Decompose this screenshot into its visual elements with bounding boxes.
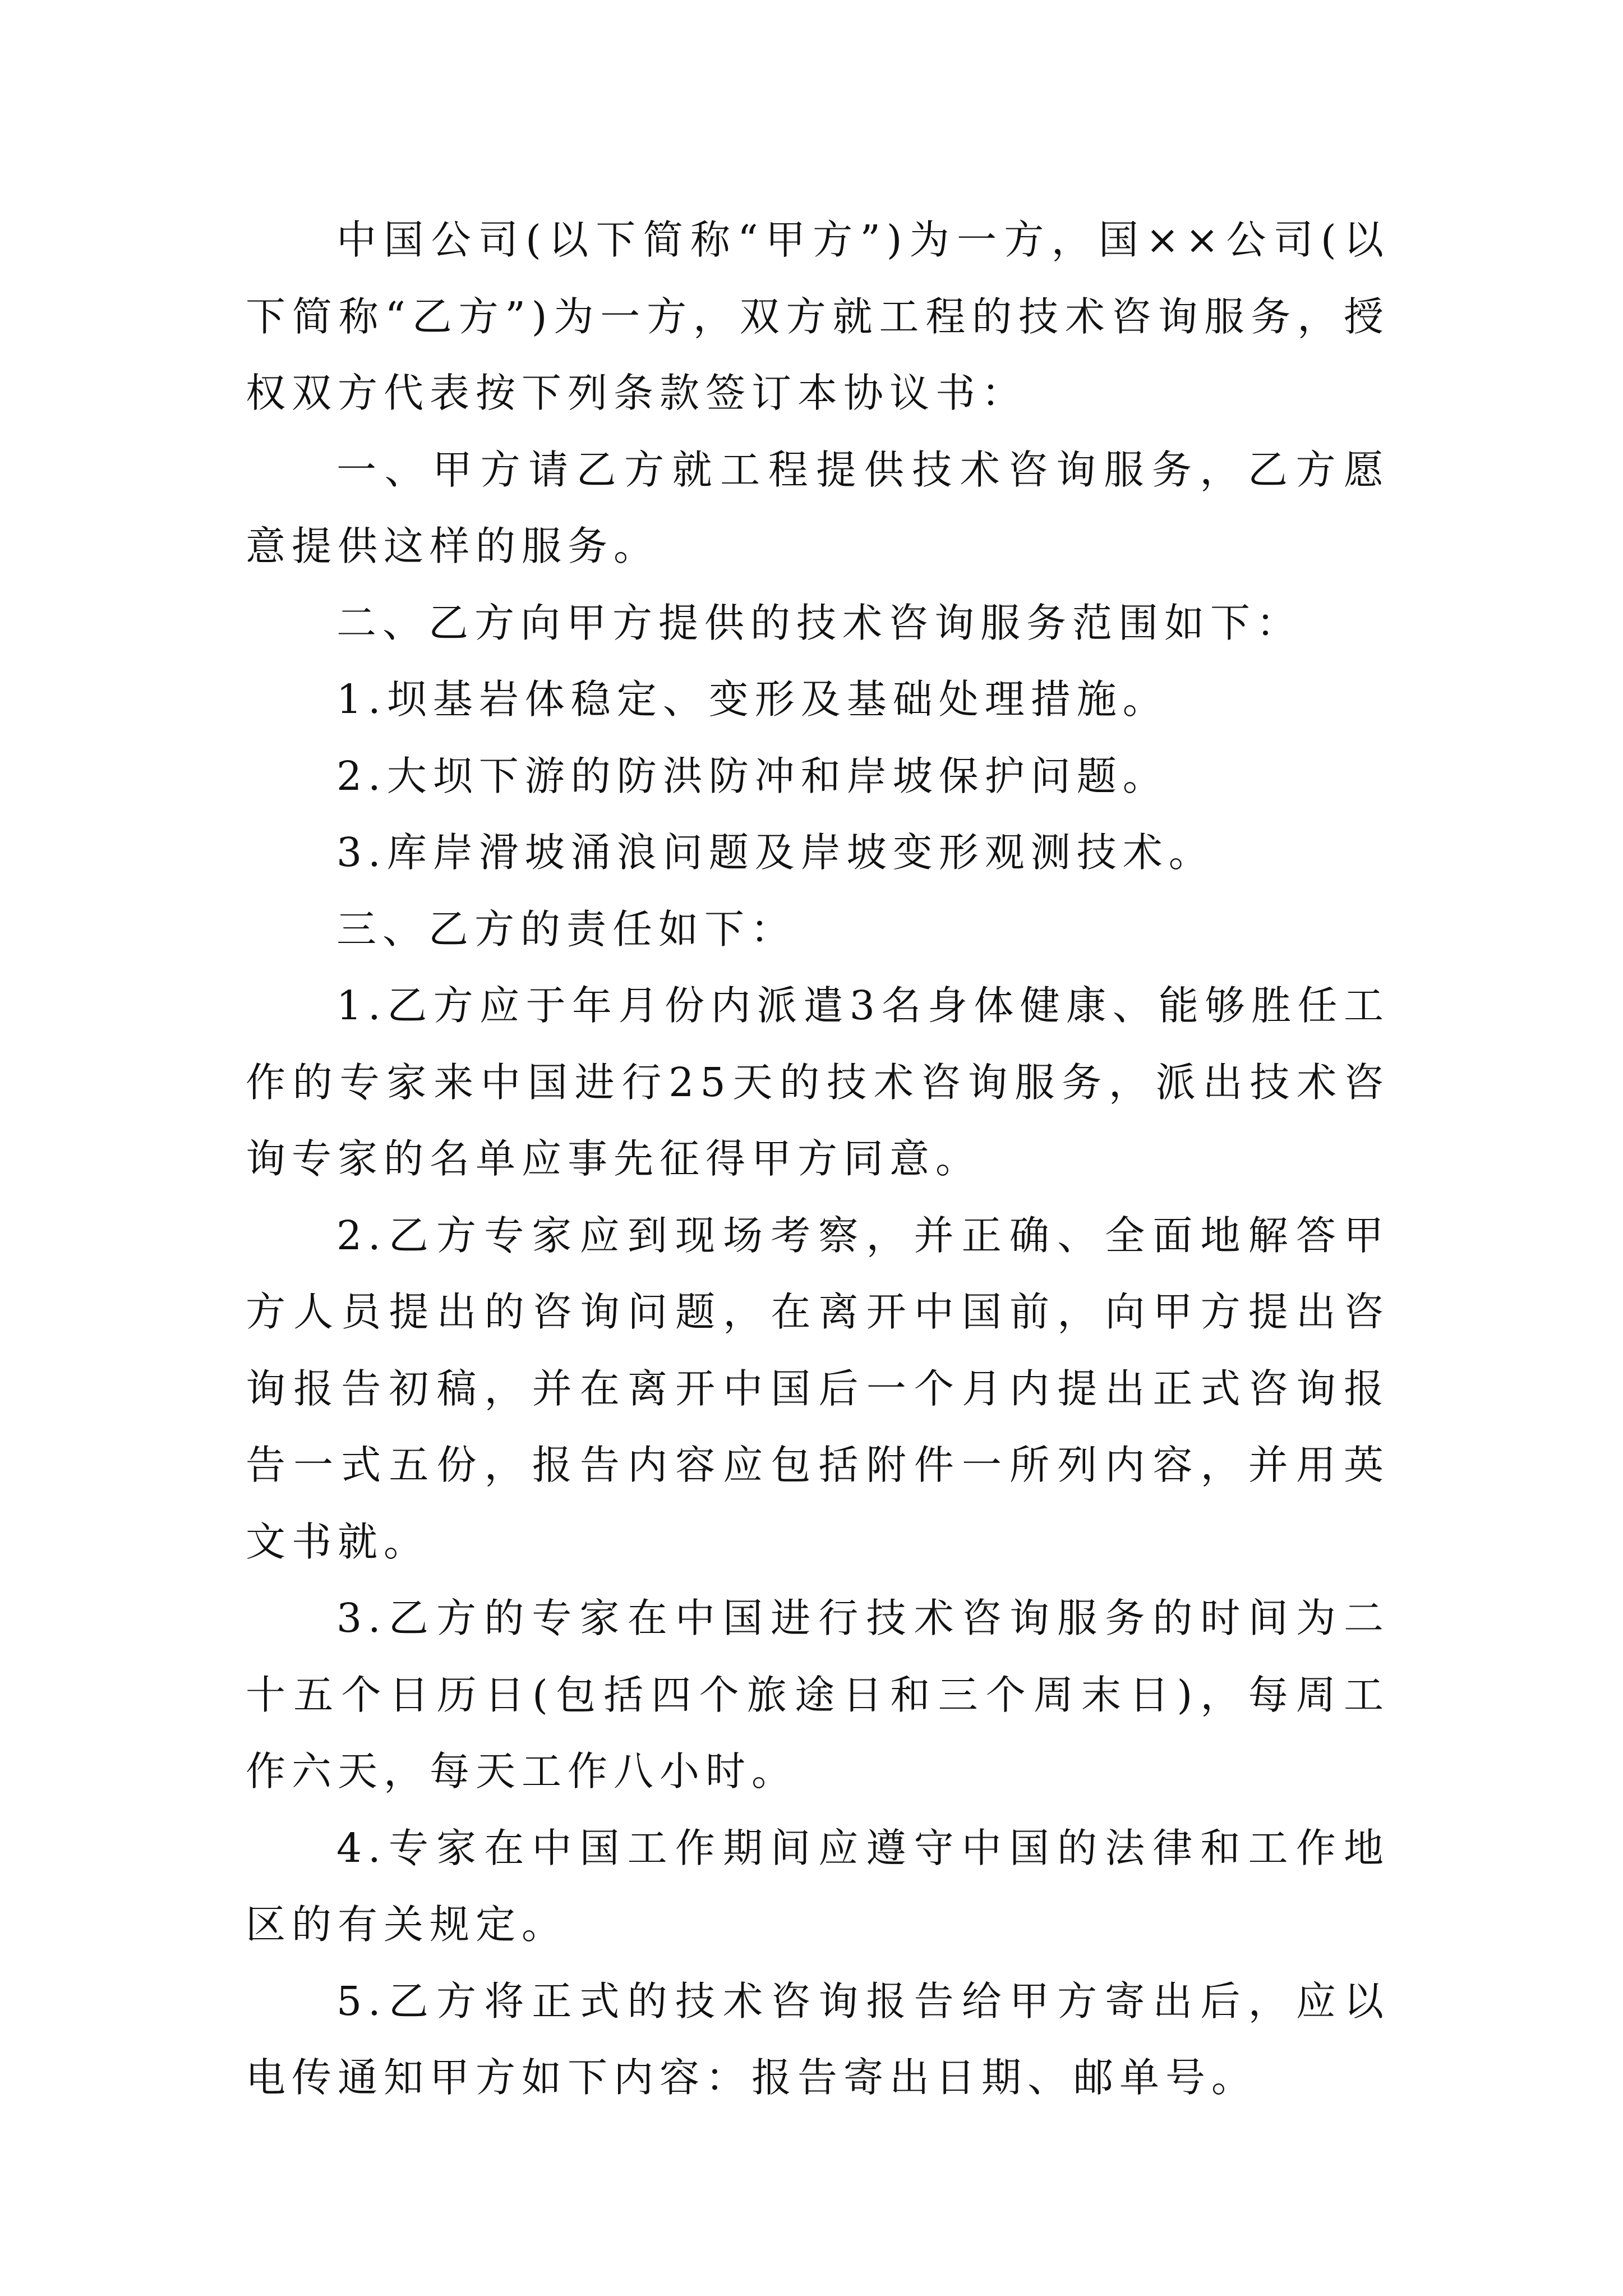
paragraph-item-2-1: 1.坝基岩体稳定、变形及基础处理措施。 [336,676,1169,723]
paragraph-item-3-5: 5.乙方将正式的技术咨询报告给甲方寄出后，应以电传通知甲方如下内容：报告寄出日期、邮单号。 [246,1977,1390,2101]
paragraph-clause-2: 二、乙方向甲方提供的技术咨询服务范围如下： [336,599,1303,646]
paragraph-item-2-2: 2.大坝下游的防洪防冲和岸坡保护问题。 [336,752,1169,799]
document-body [246,202,1390,2116]
paragraph-intro: 中国公司(以下简称“甲方”)为一方，国××公司(以下简称“乙方”)为一方，双方就工程的技术咨询服务，授权双方代表按下列条款签订本协议书： [246,217,1390,416]
paragraph-item-3-2: 2.乙方专家应到现场考察，并正确、全面地解答甲方人员提出的咨询问题，在离开中国前，向甲方提出咨询报告初稿，并在离开中国后一个月内提出正式咨询报告一式五份，报告内容应包括附件一所列内容，并用英文书就。 [246,1212,1390,1565]
paragraph-item-3-1: 1.乙方应于年月份内派遣3名身体健康、能够胜任工作的专家来中国进行25天的技术咨询服务，派出技术咨询专家的名单应事先征得甲方同意。 [246,982,1390,1182]
paragraph-item-3-4: 4.专家在中国工作期间应遵守中国的法律和工作地区的有关规定。 [246,1824,1390,1948]
paragraph-clause-1: 一、甲方请乙方就工程提供技术咨询服务，乙方愿意提供这样的服务。 [246,446,1390,569]
paragraph-clause-3: 三、乙方的责任如下： [336,905,797,953]
paragraph-item-2-3: 3.库岸滑坡涌浪问题及岸坡变形观测技术。 [336,829,1215,876]
paragraph-item-3-3: 3.乙方的专家在中国进行技术咨询服务的时间为二十五个日历日(包括四个旅途日和三个周末日)，每周工作六天，每天工作八小时。 [246,1595,1390,1795]
